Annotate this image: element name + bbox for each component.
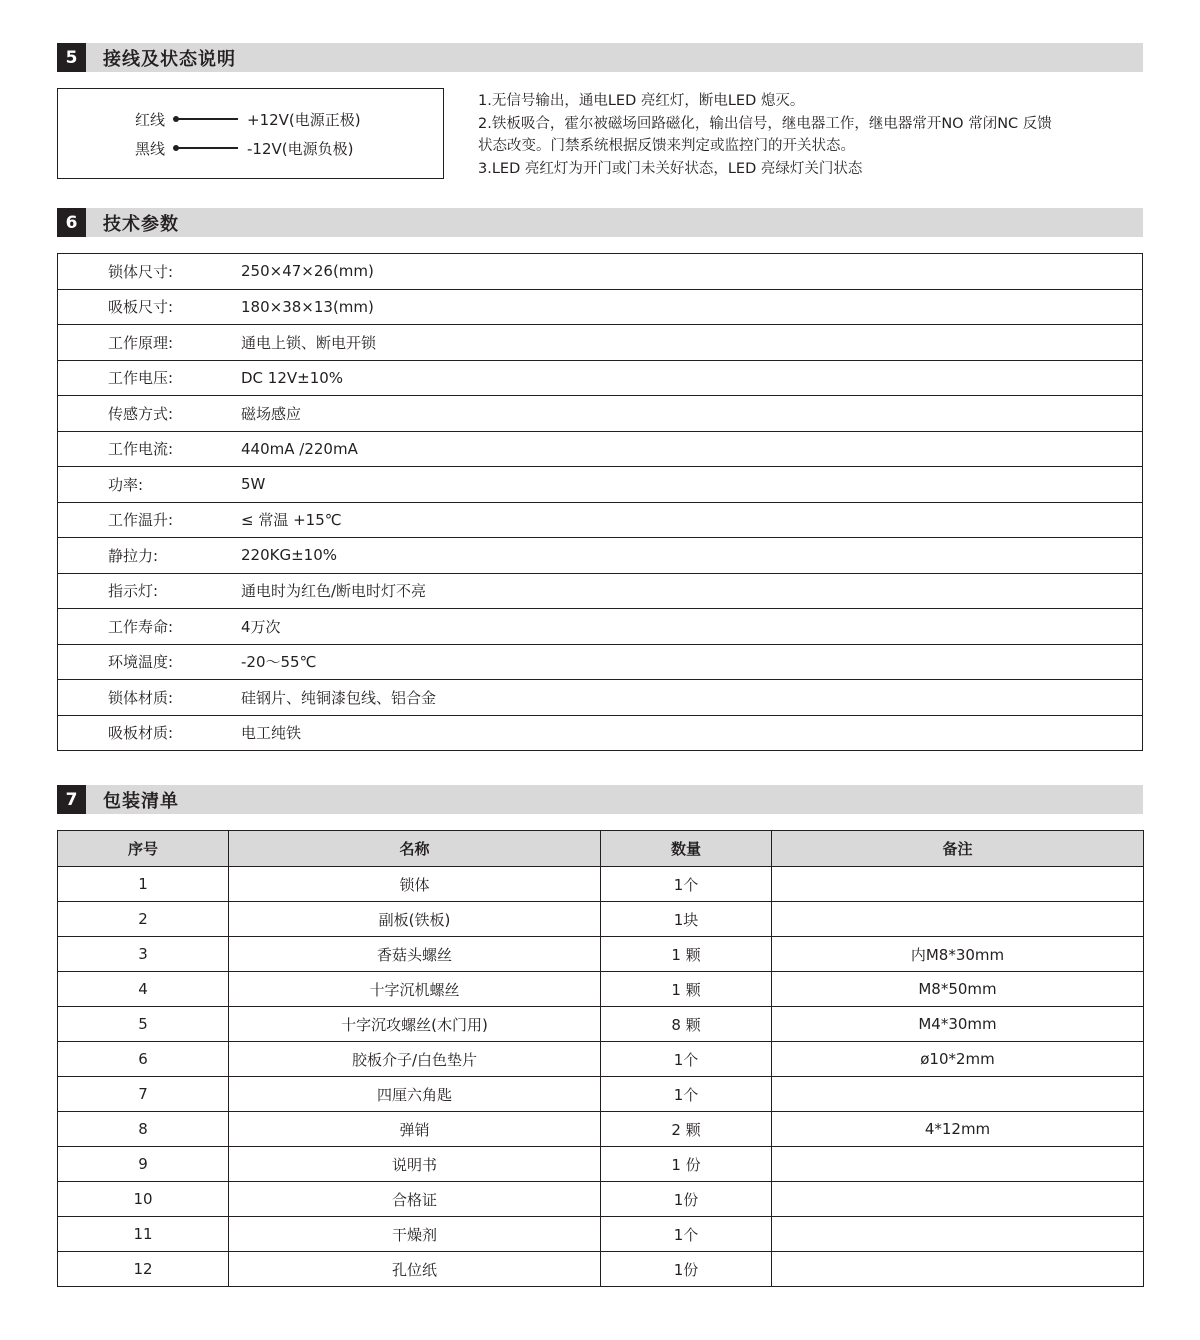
cell-note — [772, 1147, 1144, 1182]
cell-index: 11 — [58, 1217, 229, 1252]
table-row — [58, 502, 1143, 538]
section-title: 包装清单 — [103, 790, 179, 812]
table-row — [58, 972, 1144, 1007]
column-header: 备注 — [772, 831, 1144, 867]
cell-index: 6 — [58, 1042, 229, 1077]
column-header: 名称 — [229, 831, 601, 867]
section-title: 技术参数 — [103, 213, 179, 235]
cell-qty: 1 颗 — [601, 937, 772, 972]
spec-key: 工作温升: — [58, 502, 242, 538]
spec-key: 环境温度: — [58, 644, 242, 680]
cell-name: 十字沉攻螺丝(木门用) — [229, 1007, 601, 1042]
section-5-header — [57, 43, 1143, 72]
table-row — [58, 325, 1143, 361]
wire-line — [176, 147, 238, 149]
cell-note — [772, 1252, 1144, 1287]
cell-index: 7 — [58, 1077, 229, 1112]
cell-note: 内M8*30mm — [772, 937, 1144, 972]
cell-qty: 1块 — [601, 902, 772, 937]
spec-key: 工作原理: — [58, 325, 242, 361]
column-header: 序号 — [58, 831, 229, 867]
cell-note — [772, 902, 1144, 937]
spec-key: 吸板尺寸: — [58, 289, 242, 325]
spec-value: 440mA /220mA — [241, 431, 1143, 467]
cell-note — [772, 1077, 1144, 1112]
cell-note: M8*50mm — [772, 972, 1144, 1007]
wire-line — [176, 118, 238, 120]
cell-index: 8 — [58, 1112, 229, 1147]
cell-index: 5 — [58, 1007, 229, 1042]
spec-key: 吸板材质: — [108, 724, 174, 743]
table-row — [58, 1182, 1144, 1217]
spec-key: 工作电流: — [58, 431, 242, 467]
section-number: 7 — [57, 785, 86, 814]
cell-index: 2 — [58, 902, 229, 937]
cell-name: 干燥剂 — [229, 1217, 601, 1252]
packing-list-table — [57, 830, 1144, 1287]
cell-name: 四厘六角匙 — [229, 1077, 601, 1112]
spec-table — [57, 253, 1143, 751]
cell-name: 说明书 — [229, 1147, 601, 1182]
spec-value: 通电时为红色/断电时灯不亮 — [241, 573, 1143, 609]
cell-index: 10 — [58, 1182, 229, 1217]
table-row — [58, 538, 1143, 574]
spec-value: 220KG±10% — [241, 538, 1143, 574]
table-row — [58, 289, 1143, 325]
cell-note — [772, 1182, 1144, 1217]
spec-value: ≤ 常温 +15℃ — [241, 502, 1143, 538]
table-row — [58, 467, 1143, 503]
cell-qty: 1个 — [601, 867, 772, 902]
cell-name: 香菇头螺丝 — [229, 937, 601, 972]
note-line: 2.铁板吸合，霍尔被磁场回路磁化，输出信号，继电器工作，继电器常开NO 常闭NC 反馈 — [478, 115, 1052, 132]
cell-name: 锁体 — [229, 867, 601, 902]
spec-key: 工作电压: — [58, 360, 242, 396]
cell-qty: 1份 — [601, 1252, 772, 1287]
spec-value: 磁场感应 — [241, 396, 1143, 432]
cell-index: 9 — [58, 1147, 229, 1182]
note-line: 3.LED 亮红灯为开门或门未关好状态，LED 亮绿灯关门状态 — [478, 160, 863, 177]
cell-qty: 8 颗 — [601, 1007, 772, 1042]
cell-index: 4 — [58, 972, 229, 1007]
section-6-header — [57, 208, 1143, 237]
table-header-row — [58, 831, 1144, 867]
spec-key: 锁体材质: — [58, 680, 242, 716]
column-header: 数量 — [601, 831, 772, 867]
table-row — [58, 937, 1144, 972]
table-row — [58, 867, 1144, 902]
cell-qty: 1个 — [601, 1217, 772, 1252]
cell-name: 孔位纸 — [229, 1252, 601, 1287]
table-row — [58, 1147, 1144, 1182]
spec-value: 5W — [241, 467, 1143, 503]
cell-index: 1 — [58, 867, 229, 902]
wire-label: 红线 — [135, 110, 166, 129]
table-row — [58, 1112, 1144, 1147]
note-line: 1.无信号输出，通电LED 亮红灯，断电LED 熄灭。 — [478, 93, 805, 109]
section-number: 5 — [57, 43, 86, 72]
spec-key: 功率: — [58, 467, 242, 503]
cell-index: 3 — [58, 937, 229, 972]
table-row — [58, 902, 1144, 937]
table-row — [58, 644, 1143, 680]
section-number: 6 — [57, 208, 86, 237]
note-line: 状态改变。门禁系统根据反馈来判定或监控门的开关状态。 — [478, 138, 855, 154]
cell-note: M4*30mm — [772, 1007, 1144, 1042]
spec-value: 硅钢片、纯铜漆包线、铝合金 — [241, 680, 1143, 716]
cell-name: 合格证 — [229, 1182, 601, 1217]
cell-name: 副板(铁板) — [229, 902, 601, 937]
spec-value: 4万次 — [241, 609, 1143, 645]
table-row — [58, 431, 1143, 467]
table-row — [58, 396, 1143, 432]
spec-value: -20～55℃ — [241, 644, 1143, 680]
cell-qty: 1份 — [601, 1182, 772, 1217]
cell-qty: 2 颗 — [601, 1112, 772, 1147]
cell-index: 12 — [58, 1252, 229, 1287]
cell-qty: 1 颗 — [601, 972, 772, 1007]
cell-qty: 1 份 — [601, 1147, 772, 1182]
spec-value: 电工纯铁 — [241, 724, 302, 743]
cell-note: 4*12mm — [772, 1112, 1144, 1147]
cell-qty: 1个 — [601, 1042, 772, 1077]
table-row — [58, 254, 1143, 290]
table-row — [58, 1252, 1144, 1287]
table-row — [58, 715, 1143, 751]
spec-key: 锁体尺寸: — [58, 254, 242, 290]
section-7-header — [57, 785, 1143, 814]
spec-value: 250×47×26(mm) — [241, 254, 1143, 290]
spec-key: 静拉力: — [58, 538, 242, 574]
table-row — [58, 360, 1143, 396]
cell-name: 胶板介子/白色垫片 — [229, 1042, 601, 1077]
spec-key: 传感方式: — [58, 396, 242, 432]
table-row — [58, 1217, 1144, 1252]
spec-value: 通电上锁、断电开锁 — [241, 325, 1143, 361]
cell-note — [772, 1217, 1144, 1252]
table-row — [58, 1042, 1144, 1077]
spec-value: DC 12V±10% — [241, 360, 1143, 396]
wire-value: -12V(电源负极) — [247, 139, 354, 158]
spec-value: 180×38×13(mm) — [241, 289, 1143, 325]
wiring-diagram-box — [57, 88, 444, 179]
table-row — [58, 609, 1143, 645]
wire-label: 黑线 — [135, 139, 166, 158]
cell-note — [772, 867, 1144, 902]
table-row — [58, 1077, 1144, 1112]
spec-key: 指示灯: — [58, 573, 242, 609]
table-row — [58, 573, 1143, 609]
cell-name: 弹销 — [229, 1112, 601, 1147]
status-notes — [478, 90, 1148, 180]
cell-qty: 1个 — [601, 1077, 772, 1112]
table-row — [58, 1007, 1144, 1042]
table-row — [58, 680, 1143, 716]
cell-name: 十字沉机螺丝 — [229, 972, 601, 1007]
section-title: 接线及状态说明 — [103, 48, 236, 70]
cell-note: ø10*2mm — [772, 1042, 1144, 1077]
spec-key: 工作寿命: — [58, 609, 242, 645]
wire-value: +12V(电源正极) — [247, 110, 361, 129]
